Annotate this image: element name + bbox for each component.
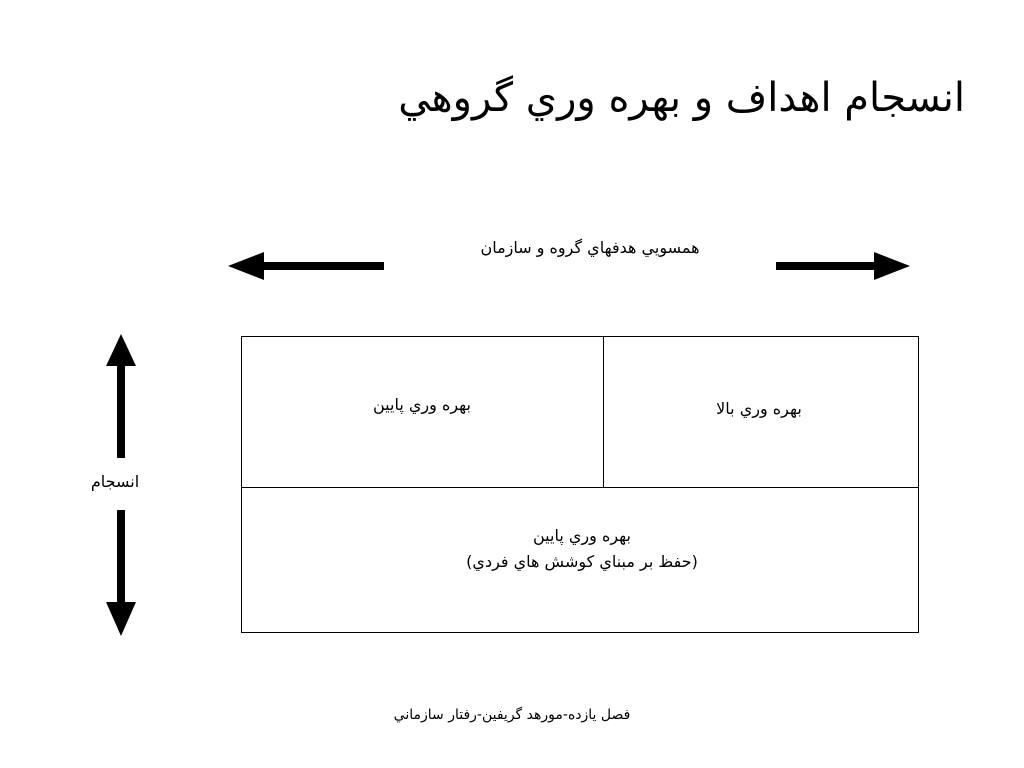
slide-footer: فصل يازده-مورهد گريفين-رفتار سازماني xyxy=(393,707,631,723)
productivity-matrix xyxy=(241,336,919,633)
vertical-axis-label: انسجام xyxy=(90,472,140,491)
cell-top-right xyxy=(604,337,920,487)
cell-top-right-label: بهره وري بالا xyxy=(716,399,802,418)
cell-bottom-note: (حفظ بر مبناي كوشش هاي فردي) xyxy=(466,552,698,571)
matrix-top-row xyxy=(242,337,918,488)
cell-bottom xyxy=(242,488,918,634)
cell-top-left-label: بهره وري پايين xyxy=(373,395,471,414)
right-arrow-icon xyxy=(776,250,910,282)
left-arrow-icon xyxy=(228,250,384,282)
up-arrow-icon xyxy=(104,334,138,458)
slide-title: انسجام اهداف و بهره وري گروهي xyxy=(398,75,965,121)
horizontal-axis-label: همسويي هدفهاي گروه و سازمان xyxy=(480,238,700,257)
cell-bottom-label: بهره وري پايين xyxy=(533,526,631,545)
cell-top-left xyxy=(242,337,604,487)
down-arrow-icon xyxy=(104,510,138,636)
